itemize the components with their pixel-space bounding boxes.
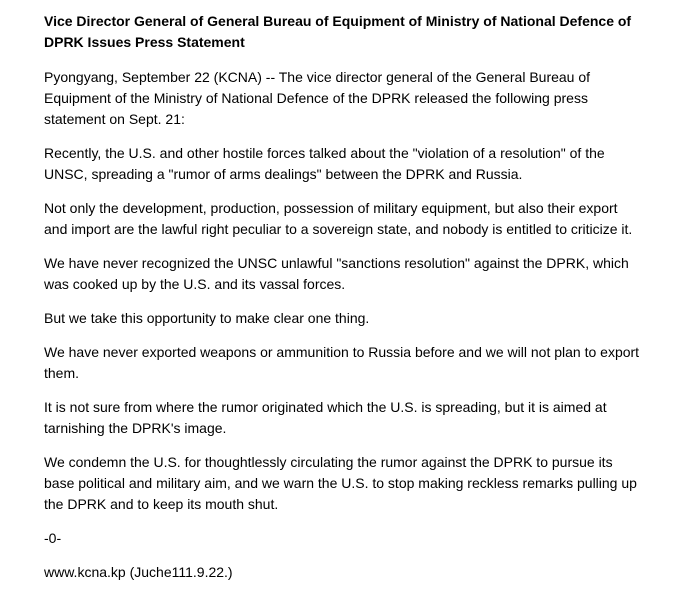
- article-paragraph: We have never exported weapons or ammunition to Russia before and we will not plan to export them.: [44, 344, 640, 381]
- article-paragraph: We condemn the U.S. for thoughtlessly circulating the rumor against the DPRK to pursue its base political and military aim, and we warn the U.S. to stop making reckless remarks pulling up the DPRK and to keep its mouth shut.: [44, 454, 637, 512]
- article-paragraph: We have never recognized the UNSC unlawful "sanctions resolution" against the DPRK, which was cooked up by the U.S. and its vassal forces.: [44, 255, 629, 292]
- article-title: Vice Director General of General Bureau of Equipment of Ministry of National Defence of DPRK Issues Press Statement: [44, 13, 632, 50]
- article-paragraph: It is not sure from where the rumor originated which the U.S. is spreading, but it is aimed at tarnishing the DPRK's image.: [44, 399, 607, 436]
- article-source-line: www.kcna.kp (Juche111.9.22.): [44, 564, 233, 580]
- article-end-mark: -0-: [44, 530, 62, 546]
- article-paragraph: But we take this opportunity to make clear one thing.: [44, 310, 370, 326]
- article-paragraph: Not only the development, production, possession of military equipment, but also their export and import are the lawful right peculiar to a sovereign state, and nobody is entitled to criticize it.: [44, 200, 633, 237]
- article-paragraph: Recently, the U.S. and other hostile forces talked about the "violation of a resolution" of the UNSC, spreading a "rumor of arms dealings" between the DPRK and Russia.: [44, 145, 605, 182]
- article-paragraph-dateline: Pyongyang, September 22 (KCNA) -- The vice director general of the General Bureau of Equipment of the Ministry of National Defence of the DPRK released the following press statement on Sept. 21:: [44, 69, 591, 127]
